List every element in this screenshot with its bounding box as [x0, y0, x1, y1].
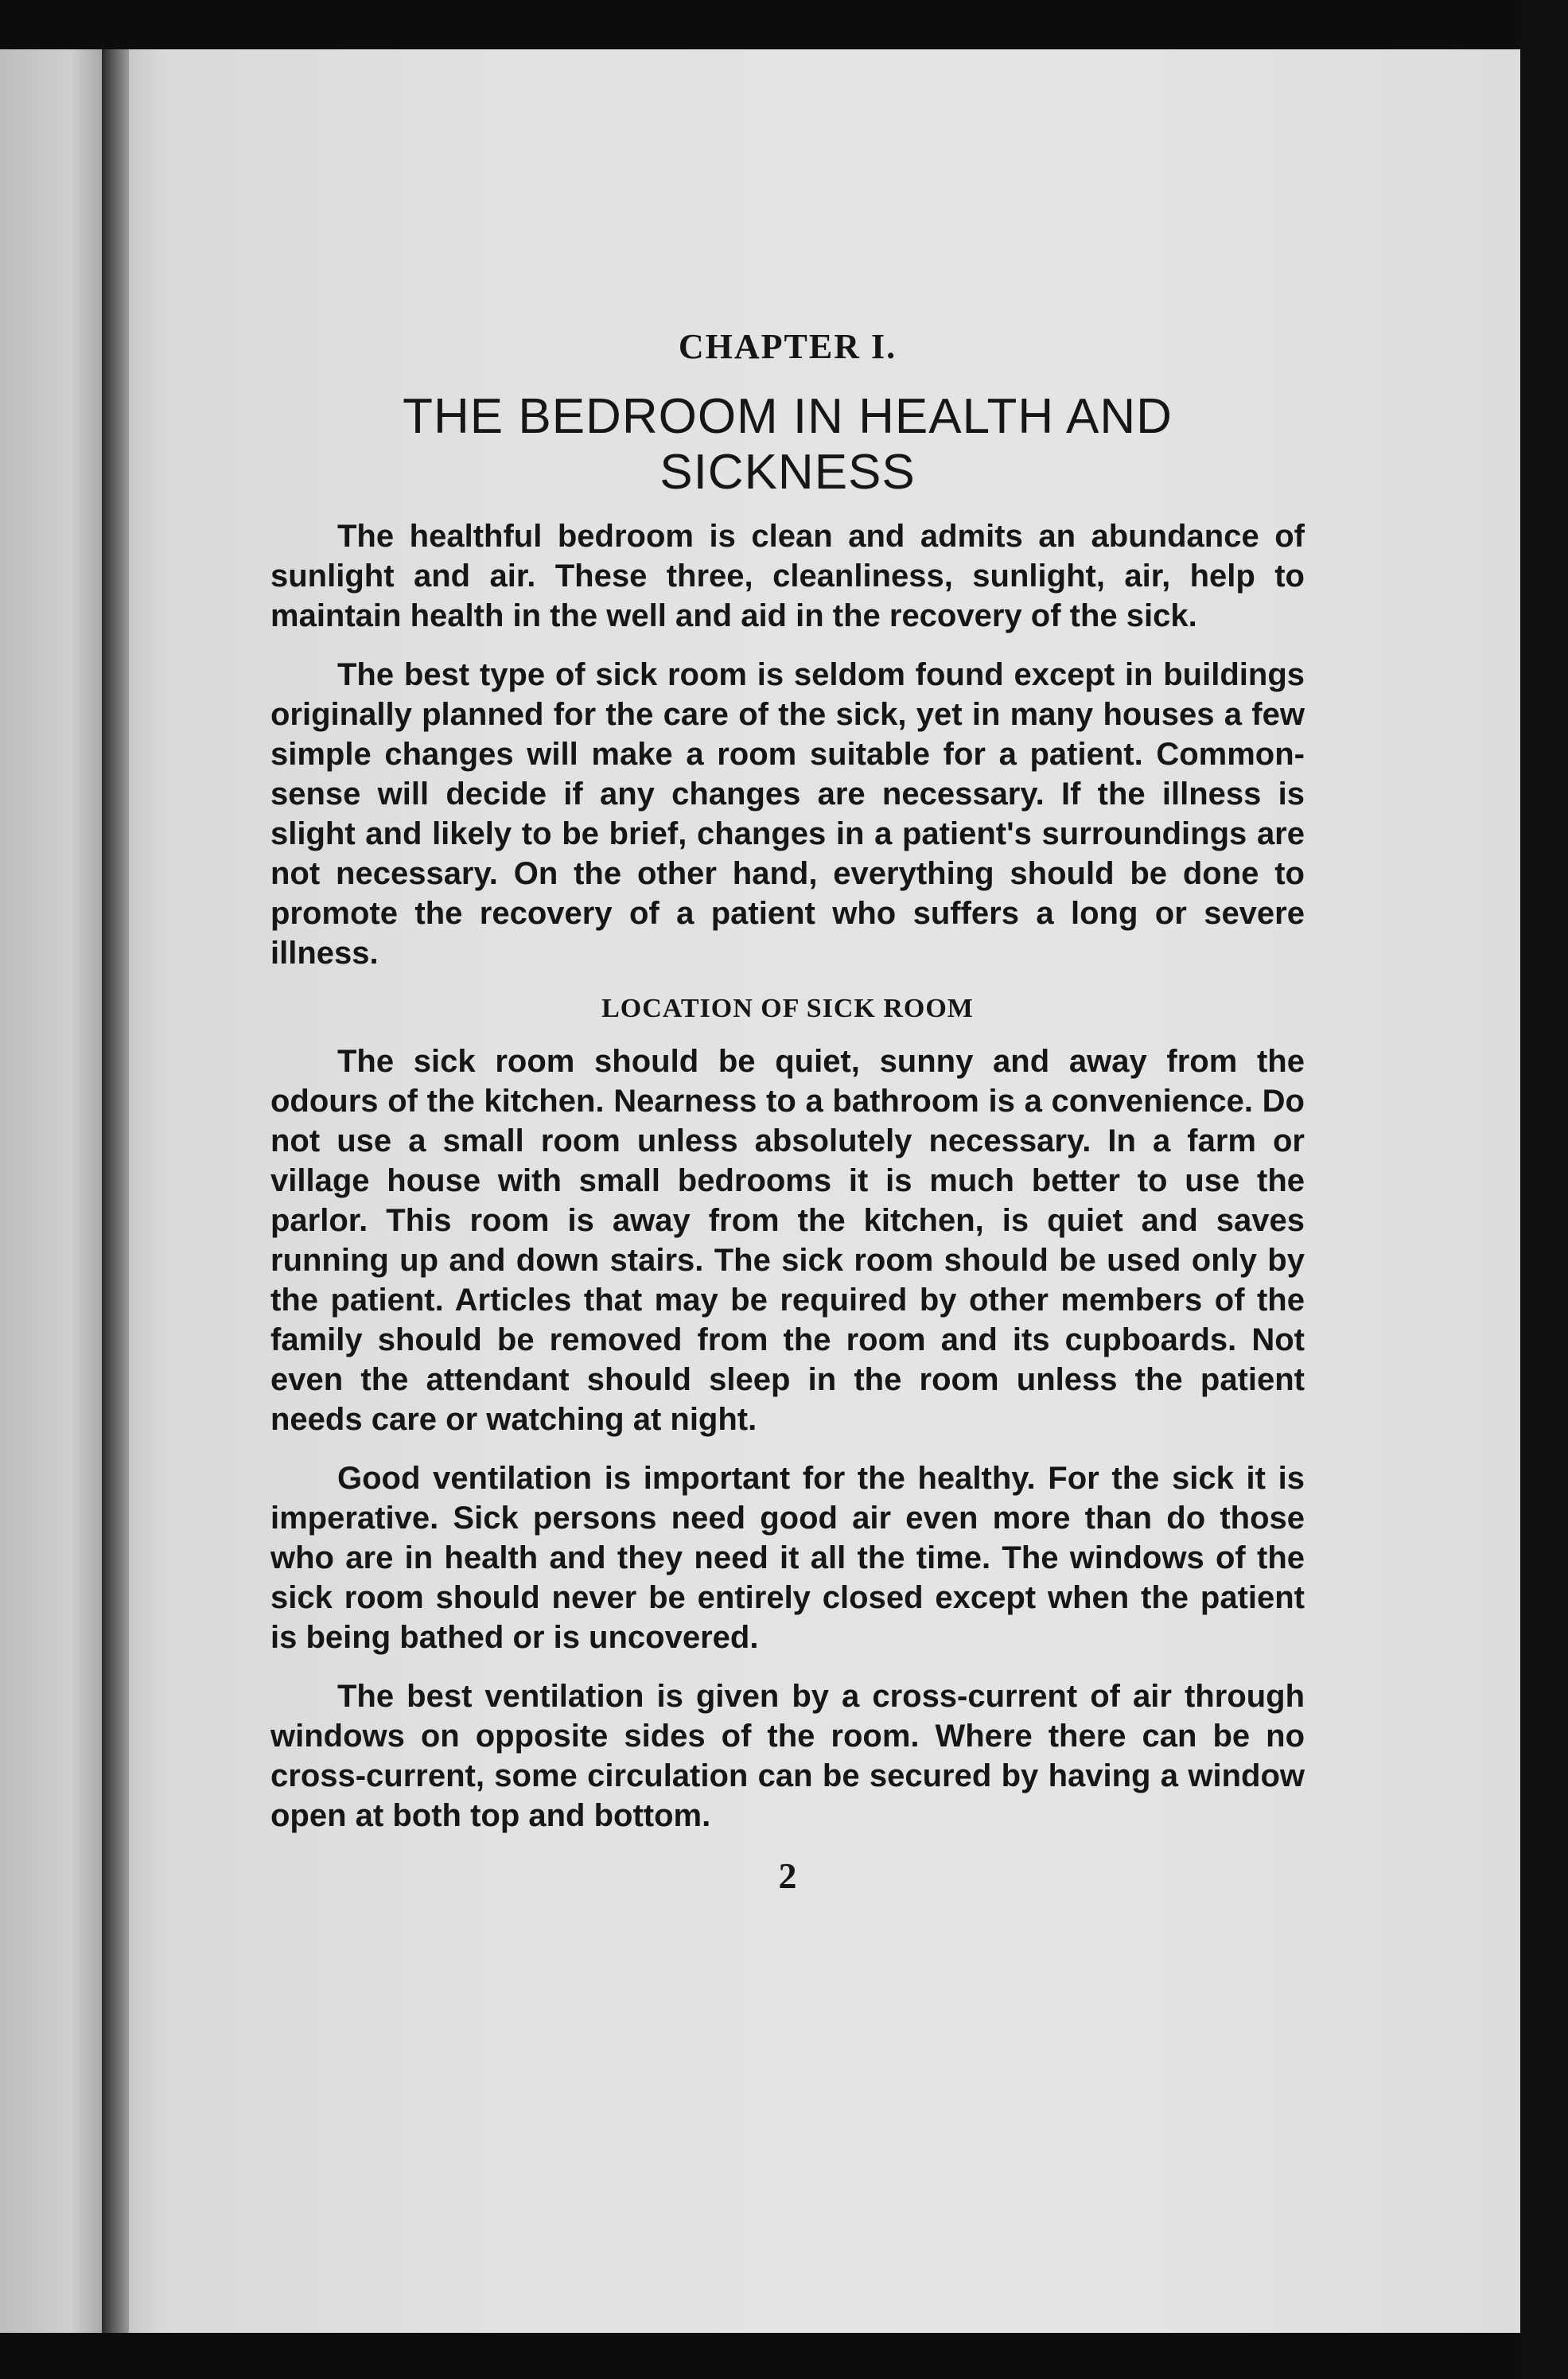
page-number: 2: [778, 1855, 797, 1896]
paragraph: The healthful bedroom is clean and admits an abundance of sunlight and air. These three, cleanliness, sunlight, air, help to maintain health in the well and aid in the recovery of the sick.: [270, 519, 1305, 633]
chapter-title-line-1: THE BEDROOM IN HEALTH AND: [403, 389, 1173, 444]
paragraph: The best ventilation is given by a cross-current of air through windows on opposite sides of the room. Where there can be no cross-current, some circulation can be secured by having a window open at both top and bottom.: [270, 1679, 1305, 1833]
chapter-number: CHAPTER I.: [678, 327, 897, 366]
chapter-title-line-2: SICKNESS: [659, 445, 916, 500]
paragraph: The best type of sick room is seldom found except in buildings originally planned for the care of the sick, yet in many houses a few simple changes will make a room suitable for a patient. Common-sense will decide if any changes are necessary. If the illness is slight and likely to be brief, changes in a patient's surroundings are not necessary. On the other hand, everything should be done to promote the recovery of a patient who suffers a long or severe illness.: [270, 657, 1305, 971]
previous-page-edge: [0, 49, 102, 2333]
right-border-shadow: [1520, 0, 1568, 2379]
section-heading: LOCATION OF SICK ROOM: [601, 994, 974, 1023]
page-content: [270, 302, 1305, 1897]
book-spine-shadow: [102, 49, 129, 2333]
paragraph: The sick room should be quiet, sunny and away from the odours of the kitchen. Nearness to a bathroom is a convenience. Do not use a small room unless absolutely necessary. In a farm or village house with small bedrooms it is much better to use the parlor. This room is away from the kitchen, is quiet and saves running up and down stairs. The sick room should be used only by the patient. Articles that may be required by other members of the family should be removed from the room and its cupboards. Not even the attendant should sleep in the room unless the patient needs care or watching at night.: [270, 1044, 1305, 1437]
paragraph: Good ventilation is important for the healthy. For the sick it is imperative. Sick persons need good air even more than do those who are in health and they need it all the time. The windows of the sick room should never be entirely closed except when the patient is being bathed or is uncovered.: [270, 1461, 1305, 1655]
chapter-title: [270, 389, 1305, 500]
